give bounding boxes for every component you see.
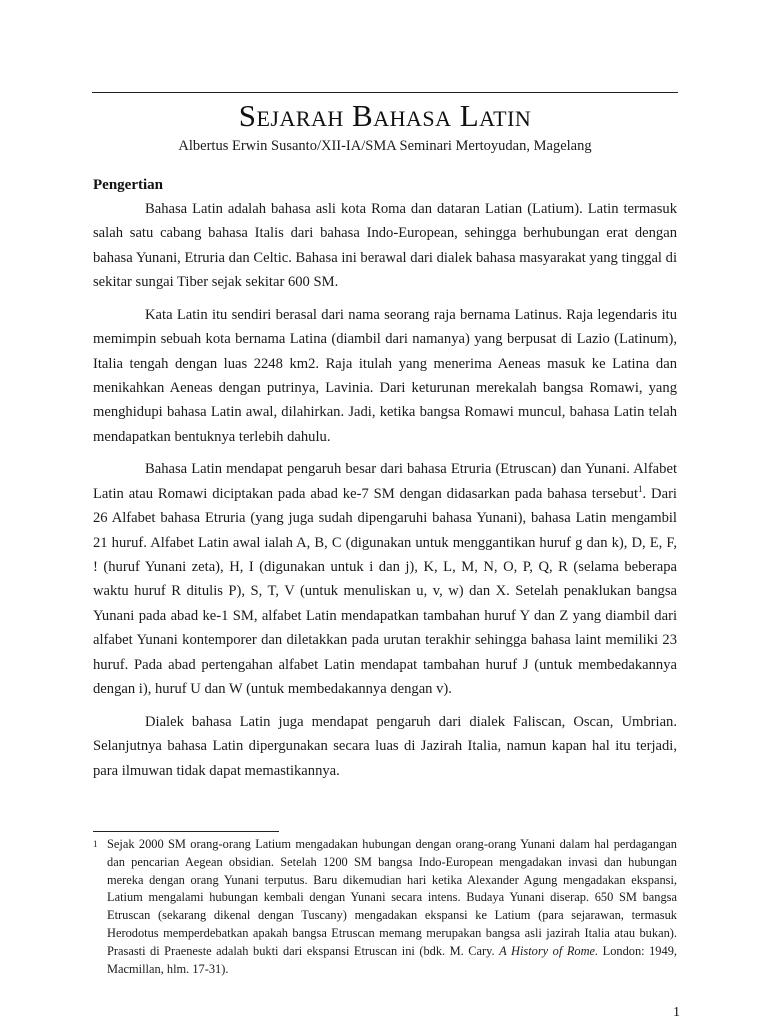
footnote-mark: 1: [93, 839, 98, 849]
top-rule: [92, 92, 678, 93]
paragraph: Bahasa Latin adalah bahasa asli kota Roma dan dataran Latian (Latium). Latin termasuk salah satu cabang bahasa Italis dari bahasa Indo-European, sehingga berhubungan erat dengan bahasa Yunani, Etruria dan Celtic. Bahasa ini berawal dari dialek bahasa masyarakat yang tinggal di sekitar sungai Tiber sejak sekitar 600 SM.: [93, 201, 677, 291]
paragraph-text: Bahasa Latin mendapat pengaruh besar dari bahasa Etruria (Etruscan) dan Yunani. Alfabet Latin atau Romawi diciptakan pada abad ke-7 SM dengan didasarkan pada bahasa tersebut: [93, 461, 677, 502]
section-heading: Pengertian: [93, 177, 163, 193]
footnote-text: London: 1949, Macmillan, hlm. 17-31).: [107, 943, 677, 976]
paragraph: Dialek bahasa Latin juga mendapat pengaruh dari dialek Faliscan, Oscan, Umbrian. Selanjutnya bahasa Latin dipergunakan secara luas di Jazirah Italia, namun kapan hal itu terjadi, para ilmuwan tidak dapat memastikannya.: [93, 713, 677, 779]
paragraph: [93, 457, 677, 701]
page-number: 1: [673, 1005, 680, 1020]
paragraph-text: Kata Latin itu sendiri berasal dari nama seorang raja bernama Latinus. Raja legendaris itu memimpin sebuah kota bernama Latina (diambil dari namanya) yang berpusat di Lazio (Latinum), Italia tengah dengan luas 2248 km2. Raja itulah yang menerima Aeneas masuk ke Latina dan menikahkan Aeneas dengan putrinya, Lavinia. Dari keturunan merekalah bangsa Romawi, yang menghidupi bahasa Latin awal, dilahirkan. Jadi, ketika bangsa Romawi muncul, bahasa Latin telah mendapatkan bentuknya terlebih dahulu.: [93, 306, 677, 445]
paragraph-text: . Dari 26 Alfabet bahasa Etruria (yang juga sudah dipengaruhi bahasa Yunani), bahasa Latin mengambil 21 huruf. Alfabet Latin awal ialah A, B, C (digunakan untuk menggantikan huruf g dan k), D, E, F, ! (huruf Yunani zeta), H, I (digunakan untuk i dan j), K, L, M, N, O, P, Q, R (selama beberapa waktu huruf R ditulis P), S, T, V (untuk menuliskan u, v, w) dan X. Setelah penaklukan bangsa Yunani pada abad ke-1 SM, alfabet Latin mendapatkan tambahan huruf Y dan Z yang diambil dari alfabet Yunani kontemporer dan diletakkan pada urutan terakhir sehingga bahasa laint memiliki 23 huruf. Pada abad pertengahan alfabet Latin mendapat tambahan huruf J (untuk membedakannya dengan i), huruf U dan W (untuk membedakannya dengan v).: [93, 485, 677, 698]
footnote-separator: [93, 831, 279, 832]
paragraph: [93, 303, 677, 449]
footnote-cited-title: A History of Rome.: [499, 943, 599, 958]
body-text: [93, 197, 677, 783]
footnote-reference[interactable]: 1: [638, 483, 643, 494]
document-title: Sejarah Bahasa Latin: [238, 98, 532, 133]
author-line: Albertus Erwin Susanto/XII-IA/SMA Seminari Mertoyudan, Magelang: [178, 138, 592, 154]
footnote: [93, 836, 677, 978]
footnote-text: Sejak 2000 SM orang-orang Latium mengadakan hubungan dengan orang-orang Yunani dalam hal perdagangan dan pencarian Aegean obsidian. Setelah 1200 SM bangsa Indo-European mengadakan invasi dan hubungan mereka dengan orang Yunani terputus. Baru dikemudian hari ketika Alexander Agung mengadakan ekspansi, Latium mengalami hubungan kembali dengan Yunani secara intens. Budaya Yunani diserap. 650 SM bangsa Etruscan (sekarang dikenal dengan Tuscany) mengadakan ekspansi ke Latium (para sejarawan, termasuk Herodotus memperdebatkan apakah bangsa Etruscan memang merupakan bangsa asli jazirah Italia atau bukan). Prasasti di Praeneste adalah bukti dari ekspansi Etruscan ini (bdk. M. Cary.: [107, 837, 677, 958]
